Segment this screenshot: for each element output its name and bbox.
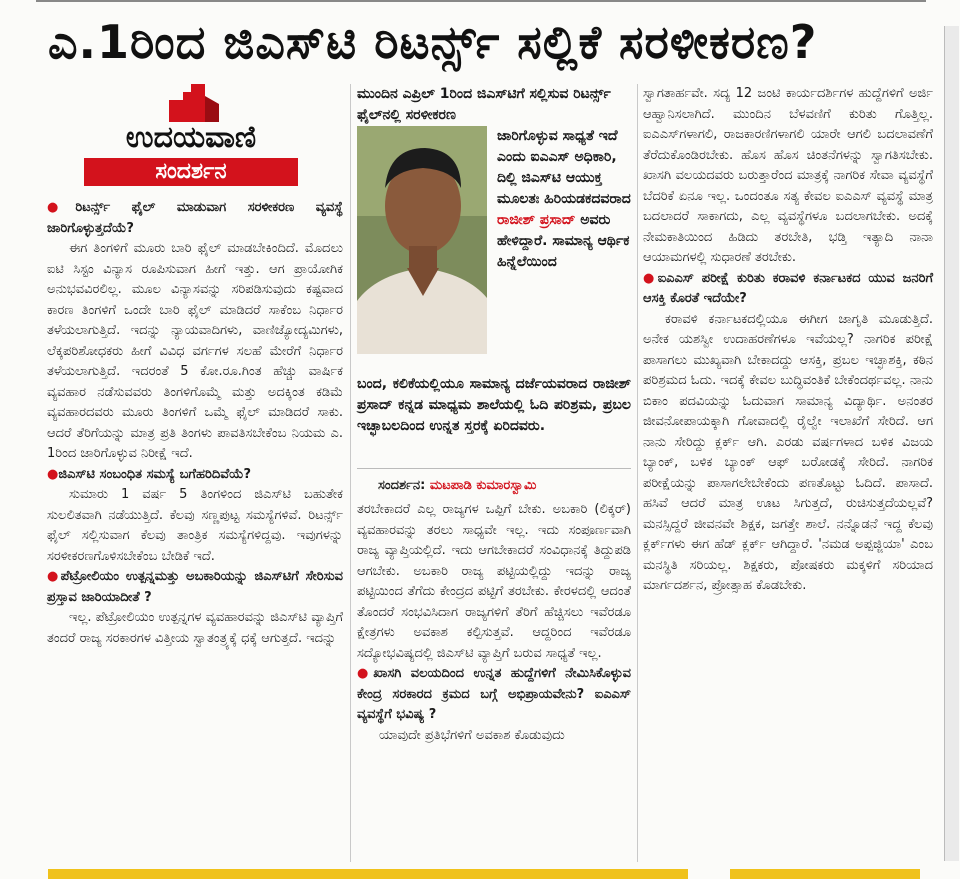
- byline-author: ಮಟಪಾಡಿ ಕುಮಾರಸ್ವಾಮಿ: [429, 478, 537, 493]
- column-3: [643, 84, 933, 597]
- logo-emblem-icon: [161, 84, 221, 122]
- top-rule: [36, 0, 926, 2]
- udayavani-logo: [84, 80, 298, 188]
- intro-top: ಮುಂದಿನ ಎಪ್ರಿಲ್‌ 1ರಿಂದ ಜಿಎಸ್‌ಟಿಗೆ ಸಲ್ಲಿಸುವ ರಿಟರ್ನ್ಸ್‌ ಫೈಲ್‌ನಲ್ಲಿ ಸರಳೀಕರಣ: [357, 86, 611, 123]
- headline: ಎ.1ರಿಂದ ಜಿಎಸ್‌ಟಿ ರಿಟರ್ನ್ಸ್‌ ಸಲ್ಲಿಕೆ ಸರಳೀಕರಣ?: [48, 15, 818, 69]
- column-1: [47, 198, 343, 649]
- question-2: ●ಜಿಎಸ್‌ಟಿ ಸಂಬಂಧಿತ ಸಮಸ್ಯೆ ಬಗೆಹರಿದಿವೆಯೆ?: [47, 466, 252, 482]
- answer-5: ಕರಾವಳಿ ಕರ್ನಾಟಕದಲ್ಲಿಯೂ ಈಗೀಗ ಜಾಗೃತಿ ಮೂಡುತ್ತಿದೆ. ಅನೇಕ ಯಶಸ್ವೀ ಉದಾಹರಣೆಗಳೂ ಇವೆಯಲ್ಲ? ನಾಗರಿಕ ಪರೀಕ್ಷೆ ಪಾಸಾಗಲು ಮುಖ್ಯವಾಗಿ ಬೇಕಾದದ್ದು ಆಸಕ್ತಿ, ಪ್ರಬಲ ಇಚ್ಛಾಶಕ್ತಿ, ಕಠಿನ ಪರಿಶ್ರಮದ ಓದು. ಇದಕ್ಕೆ ಕೇವಲ ಬುದ್ಧಿವಂತಿಕೆ ಬೇಕೆಂದರ್ಥವಲ್ಲ. ನಾನು ಬಿಕಾಂ ಪದವಿಯನ್ನು ಓದುವಾಗ ಸಾಮಾನ್ಯ ವಿದ್ಯಾರ್ಥಿ. ಅನಂತರ ಜೀವನೋಪಾಯಕ್ಕಾಗಿ ಗೋವಾದಲ್ಲಿ ರೈಲ್ವೇ ಇಲಾಖೆಗೆ ಸೇರಿದೆ. ಆಗ ನಾನು ಸೇರಿದ್ದು ಕ್ಲರ್ಕ್‌ ಆಗಿ. ಎರಡು ವರ್ಷಗಳಾದ ಬಳಿಕ ವಿಜಯ ಬ್ಯಾಂಕ್‌, ಬಳಿಕ ಬ್ಯಾಂಕ್‌ ಆಫ್ ಬರೋಡಕ್ಕೆ ಸೇರಿದೆ. ನಾಗರಿಕ ಪರೀಕ್ಷೆಯನ್ನು ಪಾಸಾಗಲೇಬೇಕೆಂದು ಪಣತೊಟ್ಟು ಓದಿದೆ. ಪಾಸಾದೆ. ಹಸಿವೆ ಆದರೆ ಮಾತ್ರ ಊಟ ಸಿಗುತ್ತದೆ, ರುಚಿಸುತ್ತದೆಯಲ್ಲವೆ? ಮನಸ್ಸಿದ್ದರೆ ಜೀವನವೇ ಶಿಕ್ಷಕ, ಜಗತ್ತೇ ಶಾಲೆ. ನನ್ನೊಡನೆ ಇದ್ದ ಕೆಲವು ಕ್ಲರ್ಕ್‌ಗಳು ಈಗ ಹೆಡ್‌ ಕ್ಲರ್ಕ್‌ ಆಗಿದ್ದಾರೆ. 'ನಮಡ ಅಪ್ಪಜ್ಜಿಯಾ' ಎಂಬ ಮನಸ್ಥಿತಿ ಸರಿಯಲ್ಲ. ಶಿಕ್ಷಕರು, ಪೋಷಕರು ಮಕ್ಕಳಿಗೆ ಸರಿಯಾದ ಮಾರ್ಗದರ್ಶನ, ಪ್ರೋತ್ಸಾಹ ಕೊಡಬೇಕು.: [643, 311, 933, 593]
- byline-label: ಸಂದರ್ಶನ:: [378, 478, 426, 493]
- bullet-icon: ●: [643, 270, 658, 286]
- interviewee-name: ರಾಜೀಶ್‌ ಪ್ರಸಾದ್‌: [497, 212, 576, 228]
- bullet-icon: ●: [357, 666, 374, 681]
- question-3: ●ಪೆಟ್ರೋಲಿಯಂ ಉತ್ಪನ್ನಮತ್ತು ಅಬಕಾರಿಯನ್ನು ಜಿಎಸ್‌ಟಿಗೆ ಸೇರಿಸುವ ಪ್ರಸ್ತಾವ ಜಾರಿಯಾದೀತೆ ?: [47, 569, 343, 605]
- answer-3: ಇಲ್ಲ. ಪೆಟ್ರೋಲಿಯಂ ಉತ್ಪನ್ನಗಳ ವ್ಯವಹಾರವನ್ನು ಜಿಎಸ್‌ಟಿ ವ್ಯಾಪ್ತಿಗೆ ತಂದರೆ ರಾಜ್ಯ ಸರಕಾರಗಳ ವಿತ್ತೀಯ ಸ್ವಾತಂತ್ರ್ಯಕ್ಕೆ ಧಕ್ಕೆ ಆಗುತ್ತದೆ. ಇದನ್ನು: [47, 610, 343, 646]
- logo-section: ಸಂದರ್ಶನ: [84, 158, 298, 186]
- byline: [378, 476, 628, 496]
- next-article-strip: [48, 869, 688, 879]
- column-2: [357, 500, 631, 746]
- logo-brand: ಉದಯವಾಣಿ: [125, 120, 257, 155]
- page-edge: [944, 26, 959, 861]
- bullet-icon: ●: [47, 466, 59, 482]
- next-article-strip-right: [730, 869, 920, 879]
- byline-rule: [357, 468, 631, 469]
- column-rule-2: [637, 84, 638, 862]
- bullet-icon: ●: [47, 569, 61, 584]
- question-5: ●ಐಎಎಸ್‌ ಪರೀಕ್ಷೆ ಕುರಿತು ಕರಾವಳಿ ಕರ್ನಾಟಕದ ಯುವ ಜನರಿಗೆ ಆಸಕ್ತಿ ಕೊರತೆ ಇದೆಯೇ?: [643, 270, 933, 306]
- bullet-icon: ●: [47, 200, 76, 215]
- answer-3-continued: ತರಬೇಕಾದರೆ ಎಲ್ಲ ರಾಜ್ಯಗಳ ಒಪ್ಪಿಗೆ ಬೇಕು. ಅಬಕಾರಿ (ಲಿಕ್ಕರ್‌) ವ್ಯವಹಾರವನ್ನು ತರಲು ಸಾಧ್ಯವೇ ಇಲ್ಲ. ಇದು ಸಂಪೂರ್ಣವಾಗಿ ರಾಜ್ಯ ವ್ಯಾಪ್ತಿಯಲ್ಲಿದೆ. ಇದು ಆಗಬೇಕಾದರೆ ಸಂವಿಧಾನಕ್ಕೆ ತಿದ್ದುಪಡಿ ಆಗಬೇಕು. ಅಬಕಾರಿ ರಾಜ್ಯ ಪಟ್ಟಿಯಲ್ಲಿದ್ದು ಇದನ್ನು ರಾಜ್ಯ ಪಟ್ಟಿಯಿಂದ ತೆಗೆದು ಕೇಂದ್ರದ ಪಟ್ಟಿಗೆ ತರಬೇಕು. ಕೇರಳದಲ್ಲಿ ಆದಂತೆ ತೊಂದರೆ ಸಂಭವಿಸಿದಾಗ ರಾಜ್ಯಗಳಿಗೆ ತೆರಿಗೆ ಹೆಚ್ಚಿಸಲು ಇವೆರಡೂ ಕ್ಷೇತ್ರಗಳು ಅವಕಾಶ ಕಲ್ಪಿಸುತ್ತವೆ. ಆದ್ದರಿಂದ ಇವೆರಡೂ ಸದ್ಯೋಭವಿಷ್ಯದಲ್ಲಿ ಜಿಎಸ್‌ಟಿ ವ್ಯಾಪ್ತಿಗೆ ಬರುವ ಸಾಧ್ಯತೆ ಇಲ್ಲ.: [357, 502, 631, 661]
- intro-bottom: ಬಂದ, ಕಲಿಕೆಯಲ್ಲಿಯೂ ಸಾಮಾನ್ಯ ದರ್ಜೆಯವರಾದ ರಾಜೀಶ್‌ ಪ್ರಸಾದ್‌ ಕನ್ನಡ ಮಾಧ್ಯಮ ಶಾಲೆಯಲ್ಲಿ ಓದಿ ಪರಿಶ್ರಮ, ಪ್ರಬಲ ಇಚ್ಛಾಬಲದಿಂದ ಉನ್ನತ ಸ್ತರಕ್ಕೆ ಏರಿದವರು.: [357, 376, 631, 434]
- intro-right: ಜಾರಿಗೊಳ್ಳುವ ಸಾಧ್ಯತೆ ಇದೆ ಎಂದು ಐಎಎಸ್‌ ಅಧಿಕಾರಿ, ದಿಲ್ಲಿ ಜಿಎಸ್‌ಟಿ ಆಯುಕ್ತ ಮೂಲತಃ ಹಿರಿಯಡಕದವರಾದ ರಾಜೀಶ್‌ ಪ್ರಸಾದ್‌ ಅವರು ಹೇಳಿದ್ದಾರೆ. ಸಾಮಾನ್ಯ ಆರ್ಥಿಕ ಹಿನ್ನೆಲೆಯಿಂದ: [497, 128, 631, 270]
- answer-2: ಸುಮಾರು 1 ವರ್ಷ 5 ತಿಂಗಳಿಂದ ಜಿಎಸ್‌ಟಿ ಬಹುತೇಕ ಸುಲಲಿತವಾಗಿ ನಡೆಯುತ್ತಿದೆ. ಕೆಲವು ಸಣ್ಣಪುಟ್ಟ ಸಮಸ್ಯೆಗಳಿವೆ. ರಿಟರ್ನ್ಸ್‌ ಫೈಲ್‌ ಸಲ್ಲಿಸುವಾಗ ಕೆಲವು ತಾಂತ್ರಿಕ ಸಮಸ್ಯೆಗಳಿದ್ದವು. ಇವುಗಳನ್ನು ಸರಳೀಕರಣಗೊಳಿಸಬೇಕೆಂಬ ಬೇಡಿಕೆ ಇದೆ.: [47, 487, 343, 564]
- column-rule-1: [350, 84, 351, 862]
- answer-4: ಯಾವುದೇ ಪ್ರತಿಭೆಗಳಿಗೆ ಅವಕಾಶ ಕೊಡುವುದು: [379, 727, 565, 743]
- answer-1: ಈಗ ತಿಂಗಳಿಗೆ ಮೂರು ಬಾರಿ ಫೈಲ್‌ ಮಾಡಬೇಕಿಂದಿದೆ. ಮೊದಲು ಐಟಿ ಸಿಸ್ಟಂ ವಿನ್ಯಾಸ ರೂಪಿಸುವಾಗ ಹೀಗೆ ಇತ್ತು. ಆಗ ಪ್ರಾಯೋಗಿಕ ಅನುಭವವಿರಲಿಲ್ಲ. ಮೂಲ ವಿನ್ಯಾಸವನ್ನು ಸರಿಪಡಿಸುವುದು ಕಷ್ಟವಾದ ಕಾರಣ ತಿಂಗಳಿಗೆ ಒಂದೇ ಬಾರಿ ಫೈಲ್‌ ಮಾಡಿದರೆ ಸಾಕೆಂಬ ನಿರ್ಧಾರ ತಳೆಯಲಾಗುತ್ತಿದೆ. ಇದನ್ನು ನ್ಯಾಯವಾದಿಗಳು, ವಾಣಿಜ್ಯೋದ್ಯಮಿಗಳು, ಲೆಕ್ಕಪರಿಶೋಧಕರು ಹೀಗೆ ವಿವಿಧ ವರ್ಗಗಳ ಸಲಹೆ ಮೇರೆಗೆ ನಿರ್ಧಾರ ತಳೆಯಲಾಗುತ್ತಿದೆ. ಇದರಂತೆ 5 ಕೋ.ರೂ.ಗಿಂತ ಹೆಚ್ಚು ವಾರ್ಷಿಕ ವ್ಯವಹಾರ ನಡೆಸುವವರು ತಿಂಗಳಿಗೊಮ್ಮೆ ಮತ್ತು ಅದಕ್ಕಿಂತ ಕಡಿಮೆ ವ್ಯವಹಾರದವರು ಮೂರು ತಿಂಗಳಿಗೆ ಒಮ್ಮೆ ಫೈಲ್‌ ಮಾಡಿದರೆ ಸಾಕು. ಆದರೆ ತೆರಿಗೆಯನ್ನು ಮಾತ್ರ ಪ್ರತಿ ತಿಂಗಳು ಪಾವತಿಸಬೇಕೆಂಬ ನಿಯಮ ಎ. 1ರಿಂದ ಜಾರಿಗೊಳ್ಳುವ ನಿರೀಕ್ಷೆ ಇದೆ.: [47, 241, 343, 461]
- intro-block: [357, 84, 631, 434]
- portrait-image: [357, 126, 487, 354]
- portrait-photo: [357, 126, 487, 354]
- question-1: ●ರಿಟರ್ನ್ಸ್‌ ಫೈಲ್‌ ಮಾಡುವಾಗ ಸರಳೀಕರಣ ವ್ಯವಸ್ಥೆ ಜಾರಿಗೊಳ್ಳುತ್ತದೆಯೆ?: [47, 200, 343, 236]
- question-4: ●ಖಾಸಗಿ ವಲಯದಿಂದ ಉನ್ನತ ಹುದ್ದೆಗಳಿಗೆ ನೇಮಿಸಿಕೊಳ್ಳುವ ಕೇಂದ್ರ ಸರಕಾರದ ಕ್ರಮದ ಬಗ್ಗೆ ಅಭಿಪ್ರಾಯವೇನು? ಐಎಎಸ್‌ ವ್ಯವಸ್ಥೆಗೆ ಭವಿಷ್ಯ ?: [357, 666, 632, 722]
- answer-4-continued: ಸ್ವಾಗತಾರ್ಹವೇ. ಸದ್ಯ 12 ಜಂಟಿ ಕಾರ್ಯದರ್ಶಿಗಳ ಹುದ್ದೆಗಳಿಗೆ ಅರ್ಜಿ ಆಹ್ವಾನಿಸಲಾಗಿದೆ. ಮುಂದಿನ ಬೆಳವಣಿಗೆ ಕುರಿತು ಗೊತ್ತಿಲ್ಲ. ಐಎಎಸ್‌ಗಳಾಗಲಿ, ರಾಜಕಾರಣಿಗಳಾಗಲಿ ಯಾರೇ ಆಗಲಿ ಬದಲಾವಣೆಗೆ ತೆರೆದುಕೊಂಡಿರಬೇಕು. ಹೊಸ ಹೊಸ ಚಿಂತನೆಗಳನ್ನು ಸ್ವಾಗತಿಸಬೇಕು. ಖಾಸಗಿ ವಲಯದವರು ಬರುತ್ತಾರೆಂದ ಮಾತ್ರಕ್ಕೆ ನಾಗರಿಕ ಸೇವಾ ವ್ಯವಸ್ಥೆಗೆ ಬೆದರಿಕೆ ಏನೂ ಇಲ್ಲ. ಒಂದಂತೂ ಸತ್ಯ ಕೇವಲ ಐಎಎಸ್‌ ವ್ಯವಸ್ಥೆ ಮಾತ್ರ ಬದಲಾದರೆ ಸಾಕಾಗದು, ಎಲ್ಲ ವ್ಯವಸ್ಥೆಗಳೂ ಬದಲಾಗಬೇಕು. ಅದಕ್ಕೆ ನೇಮಕಾತಿಯಿಂದ ಹಿಡಿದು ತರಬೇತಿ, ಭಡ್ತಿ ಇತ್ಯಾದಿ ನಾನಾ ಆಯಾಮಗಳಲ್ಲಿ ಸುಧಾರಣೆ ತರಬೇಕು.: [643, 86, 933, 265]
